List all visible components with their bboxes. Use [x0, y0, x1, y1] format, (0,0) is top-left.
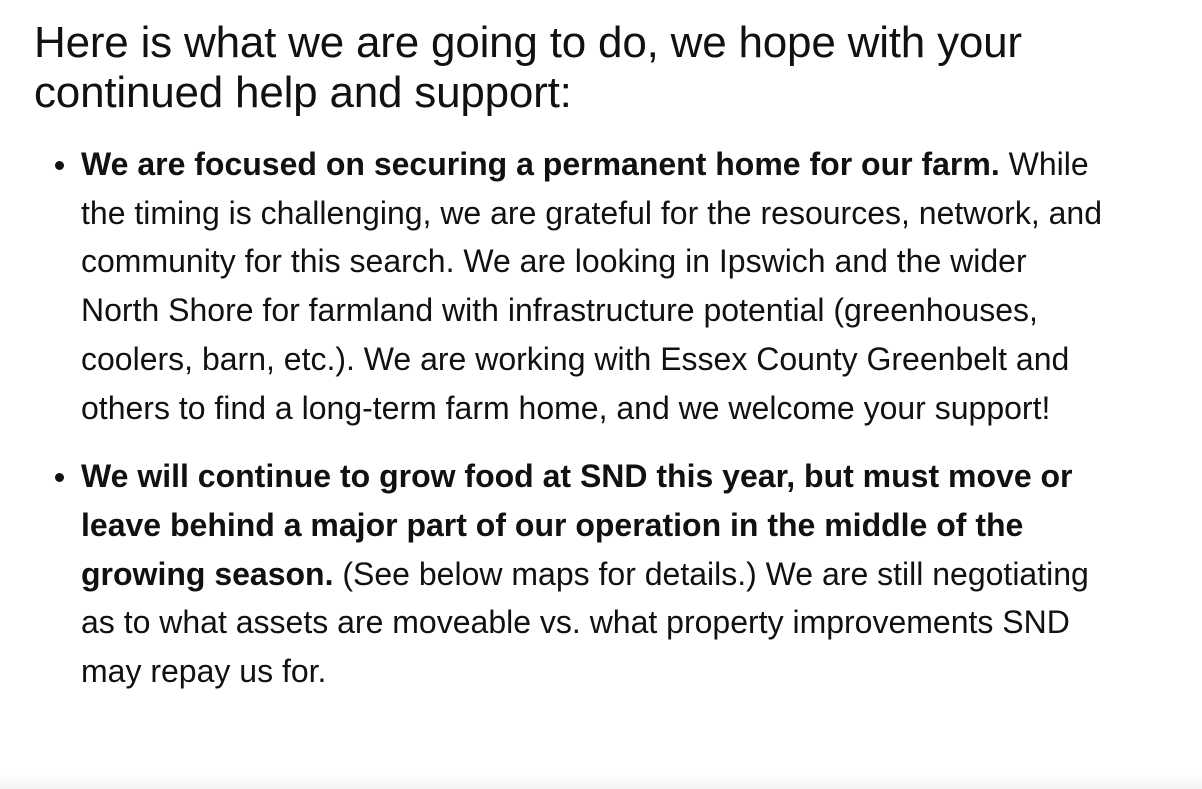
bottom-fade	[0, 775, 1202, 789]
page-content	[34, 18, 1184, 118]
list-item	[50, 140, 1110, 432]
bullet-dot-icon	[55, 161, 64, 170]
page-heading: Here is what we are going to do, we hope with your continued help and support:	[34, 18, 1022, 117]
bullet-body-text: (See below maps for details.) We are still negotiating as to what assets are moveable vs. what property improvements SND may repay us for.	[81, 555, 1089, 690]
list-item	[50, 452, 1110, 696]
bullet-list	[50, 140, 1110, 696]
bullet-body-text: While the timing is challenging, we are grateful for the resources, network, and community for this search. We are looking in Ipswich and the wider North Shore for farmland with infrastructure potential (greenhouses, coolers, barn, etc.). We are working with Essex County Greenbelt and others to find a long-term farm home, and we welcome your support!	[81, 146, 1102, 426]
bullet-bold-text: We are focused on securing a permanent home for our farm.	[81, 146, 1000, 182]
bullet-dot-icon	[55, 473, 64, 482]
bullet-bold-text: We will continue to grow food at SND this year, but must move or leave behind a major part of our operation in the middle of the growing season.	[81, 458, 1073, 592]
